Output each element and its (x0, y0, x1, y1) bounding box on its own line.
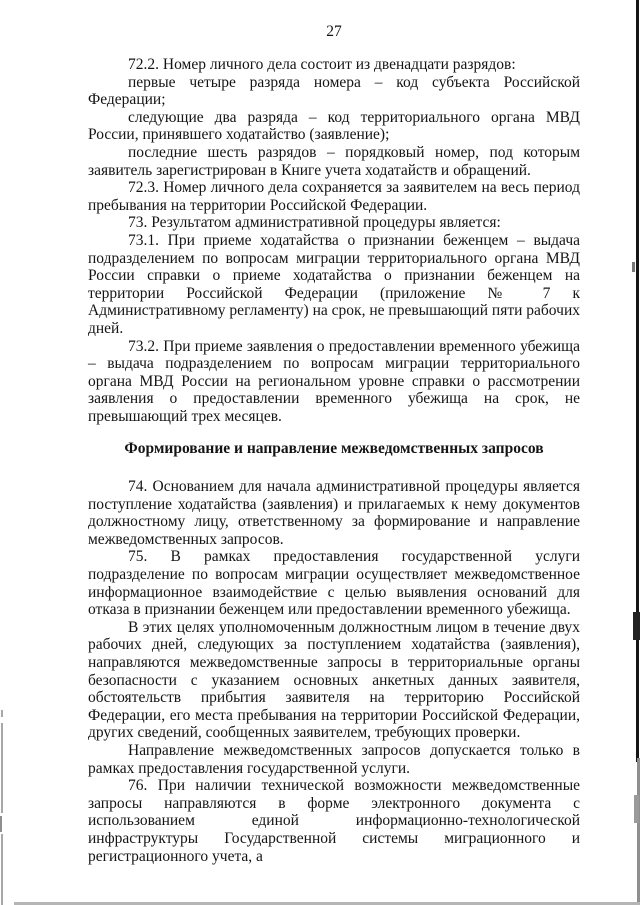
scan-artifact-right-blob (633, 612, 640, 640)
paragraph-73: 73. Результатом административной процедуры является: (128, 214, 501, 232)
paragraph-76: 76. При наличии технической возможности межведомственные запросы направляются в форме электронного документа с использованием единой информационно-технологической инфраструктуры Государственной системы миграционного и регистрационного учета, а (88, 777, 580, 865)
paragraph-75-purpose: В этих целях уполномоченным должностным лицом в течение двух рабочих дней, следующих за поступлением ходатайства (заявления), направляются межведомственные запросы в территориальные органы безопасности с указанием основных анкетных данных заявителя, обстоятельств прибытия заявителя на территорию Российской Федерации, его места пребывания на территории Российской Федерации, других сведений, сообщенных заявителем, требующих проверки. (88, 618, 580, 742)
document-text-block (88, 56, 580, 865)
paragraph-72-3: 72.3. Номер личного дела сохраняется за заявителем на весь период пребывания на территории Российской Федерации. (88, 179, 580, 214)
paragraph-74: 74. Основанием для начала административной процедуры является поступление ходатайства (заявления) и прилагаемых к нему документов должностному лицу, ответственному за формирование и направление межведомственных запросов. (88, 478, 580, 548)
paragraph-72-2-first-four: первые четыре разряда номера – код субъекта Российской Федерации; (88, 73, 580, 109)
scan-artifact-right-gray-blob (634, 795, 639, 823)
paragraph-72-2-next-two: следующие два разряда – код территориального органа МВД России, принявшего ходатайство (заявление); (88, 108, 580, 144)
paragraph-75: 75. В рамках предоставления государственной услуги подразделение по вопросам миграции осуществляет межведомственное информационное взаимодействие с целью выявления оснований для отказа в признании беженцем или предоставлении временного убежища. (88, 548, 580, 619)
scan-artifact-right-speck (632, 262, 635, 272)
paragraph-72-2-last-six: последние шесть разрядов – порядковый номер, под которым заявитель зарегистрирован в Книге учета ходатайств и обращений. (88, 143, 580, 179)
paragraph-73-1: 73.1. При приеме ходатайства о признании беженцем – выдача подразделением по вопросам миграции территориального органа МВД России справки о приеме ходатайства о признании беженцем на территории Российской Федерации (приложение № 7 к Административному регламенту) на срок, не превышающий пяти рабочих дней. (88, 231, 580, 337)
scan-artifact-left-line-1 (1, 723, 3, 813)
scan-artifact-bottom-line (14, 902, 640, 905)
section-heading: Формирование и направление межведомственных запросов (124, 440, 544, 458)
paragraph-72-2: 72.2. Номер личного дела состоит из двенадцати разрядов: (128, 56, 516, 73)
scan-artifact-right-black-line (636, 0, 639, 762)
page-number: 27 (326, 23, 342, 40)
scan-artifact-left-line-3 (1, 834, 3, 905)
scan-artifact-left-line-2 (0, 816, 2, 832)
scan-artifact-right-gray-line (637, 758, 640, 905)
scan-artifact-left-dot (1, 710, 3, 717)
paragraph-75-restriction: Направление межведомственных запросов допускается только в рамках предоставления государственной услуги. (88, 741, 580, 777)
paragraph-73-2: 73.2. При приеме заявления о предоставлении временного убежища – выдача подразделением по вопросам миграции территориального органа МВД России на региональном уровне справки о рассмотрении заявления о предоставлении временного убежища на срок, не превышающий трех месяцев. (88, 337, 580, 425)
